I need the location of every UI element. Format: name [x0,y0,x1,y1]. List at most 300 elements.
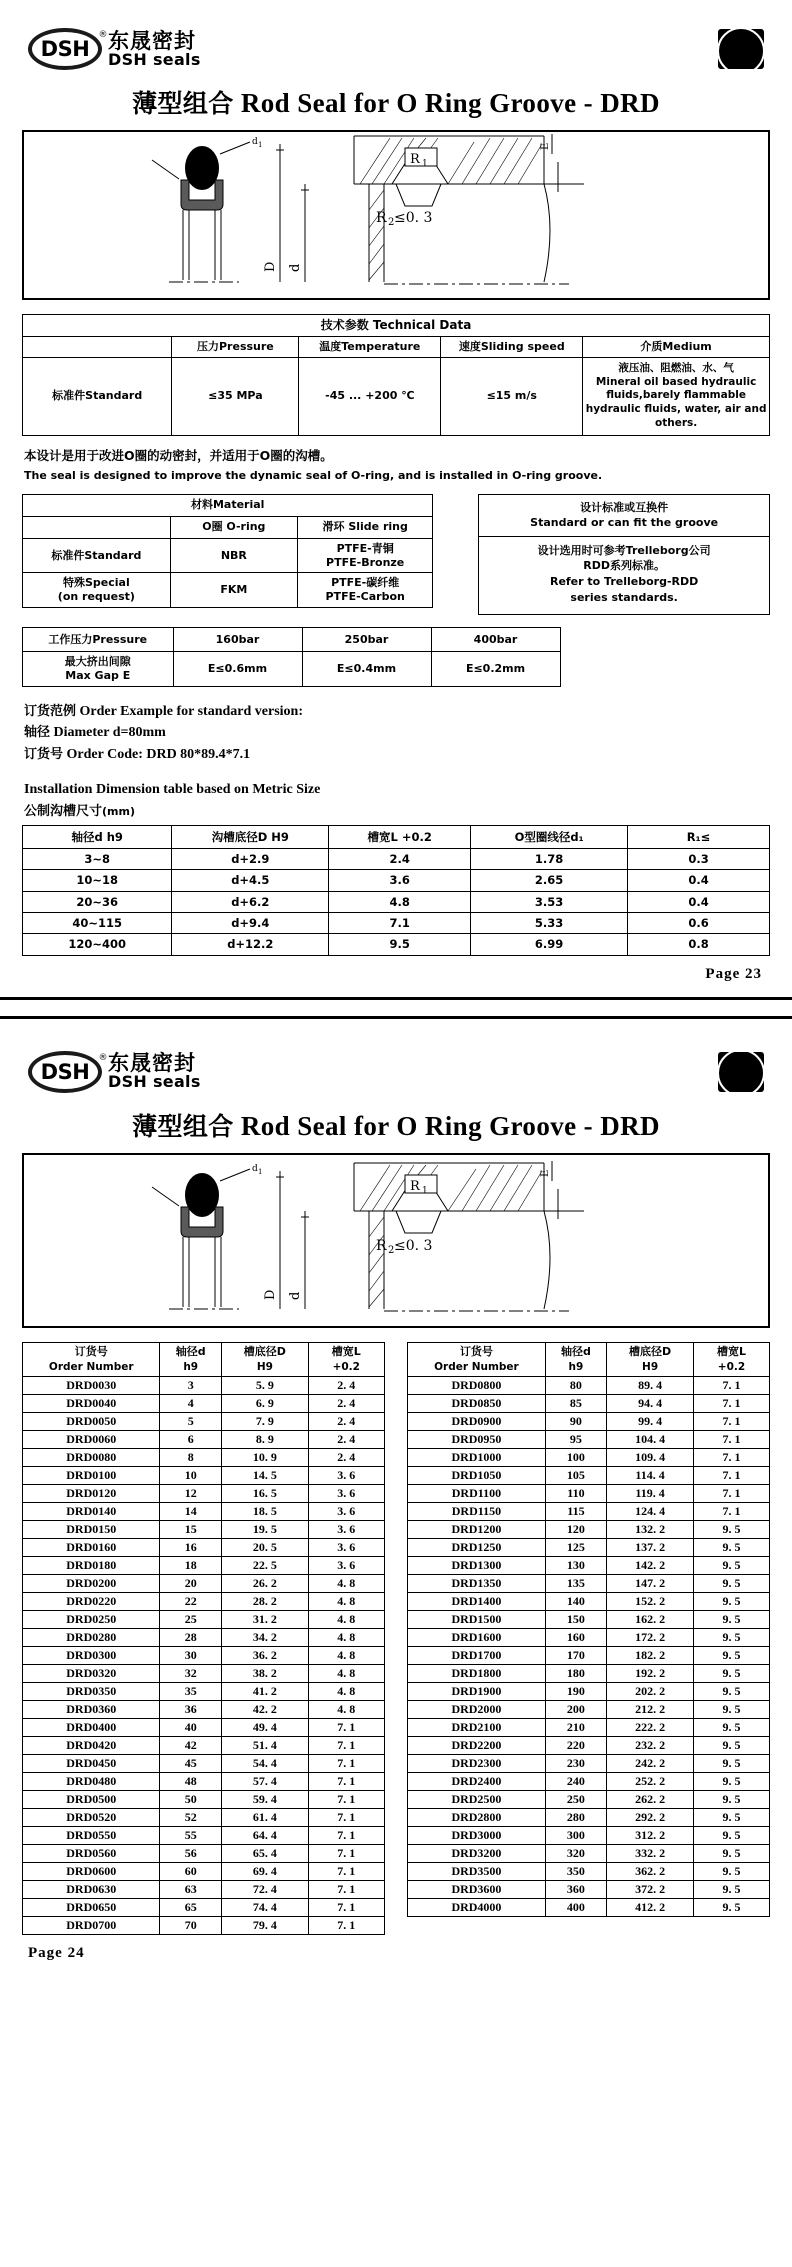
order-cell-3: 7. 1 [693,1430,769,1448]
order-cell-3: 2. 4 [308,1412,384,1430]
dim-cell-2: 2.4 [329,848,471,869]
order-cell-0: DRD0550 [23,1826,160,1844]
order-cell-1: 360 [545,1880,607,1898]
pressure-gap-table-wrap [22,627,561,687]
svg-text:1: 1 [258,141,263,149]
order-cell-3: 9. 5 [693,1538,769,1556]
order-cell-2: 28. 2 [221,1592,308,1610]
table-row [408,1700,770,1718]
order-cell-3: 3. 6 [308,1520,384,1538]
page-title-en-2: Rod Seal for O Ring Groove - DRD [240,1110,660,1141]
table-row [408,1646,770,1664]
pressure-row-label: 工作压力Pressure [23,628,174,652]
tech-header-temperature: 温度Temperature [299,337,441,358]
order-cell-1: 14 [160,1502,222,1520]
table-row [408,1772,770,1790]
order-cell-3: 2. 4 [308,1376,384,1394]
table-row [23,1556,385,1574]
table-row [23,1430,385,1448]
order-cell-0: DRD0200 [23,1574,160,1592]
order-cell-1: 180 [545,1664,607,1682]
table-row [23,1844,385,1862]
order-cell-3: 7. 1 [308,1844,384,1862]
table-row [408,1394,770,1412]
order-header-number-cn-r: 订货号 [459,1344,493,1358]
order-cell-1: 140 [545,1592,607,1610]
table-row [23,912,770,933]
dim-cell-4: 0.6 [628,912,770,933]
slide-special-en: PTFE-Carbon [325,590,405,603]
dsh-logo [28,28,201,70]
pressure-value-160: 160bar [173,628,302,652]
standard-body-cn-2: RDD系列标准。 [583,559,665,573]
order-cell-1: 35 [160,1682,222,1700]
order-cell-1: 190 [545,1682,607,1700]
dim-cell-1: d+6.2 [172,891,329,912]
order-cell-1: 120 [545,1520,607,1538]
dim-cell-3: 6.99 [471,934,628,955]
table-row [23,357,770,435]
order-header-L-right [693,1342,769,1376]
order-cell-1: 50 [160,1790,222,1808]
order-cell-0: DRD1500 [408,1610,545,1628]
order-cell-3: 7. 1 [308,1808,384,1826]
order-diameter-label-cn: 轴径 [24,725,51,741]
logo-oval-icon [28,28,107,70]
order-cell-2: 132. 2 [607,1520,694,1538]
order-table-left-body [23,1376,385,1934]
order-cell-3: 7. 1 [308,1862,384,1880]
order-cell-2: 89. 4 [607,1376,694,1394]
order-cell-0: DRD0800 [408,1376,545,1394]
order-cell-3: 3. 6 [308,1466,384,1484]
material-oring-special: FKM [170,573,297,608]
order-cell-2: 124. 4 [607,1502,694,1520]
dim-header-groove-dia: 沟槽底径D H9 [172,825,329,848]
order-cell-2: 49. 4 [221,1718,308,1736]
table-row [408,1502,770,1520]
order-cell-0: DRD0060 [23,1430,160,1448]
seal-cross-section-diagram-2 [24,1155,768,1326]
svg-text:R: R [410,152,420,167]
order-cell-0: DRD3000 [408,1826,545,1844]
order-cell-1: 22 [160,1592,222,1610]
order-cell-0: DRD3600 [408,1880,545,1898]
table-row [23,1610,385,1628]
order-cell-1: 125 [545,1538,607,1556]
order-cell-2: 59. 4 [221,1790,308,1808]
technical-drawing-1 [22,130,770,300]
order-cell-3: 9. 5 [693,1664,769,1682]
page-title-2 [22,1103,770,1153]
table-row [23,652,561,687]
order-cell-3: 9. 5 [693,1520,769,1538]
dim-header-groove-width: 槽宽L +0.2 [329,825,471,848]
material-header-slidering: 滑环 Slide ring [297,516,432,538]
order-cell-3: 7. 1 [693,1502,769,1520]
order-cell-3: 4. 8 [308,1610,384,1628]
svg-text:E: E [540,1169,551,1177]
order-header-d-right [545,1342,607,1376]
order-cell-0: DRD0900 [408,1412,545,1430]
order-cell-3: 9. 5 [693,1556,769,1574]
dim-header-oring-dia: O型圈线径d₁ [471,825,628,848]
standard-box-wrap [478,494,770,616]
svg-text:D: D [263,1289,278,1300]
svg-text:2: 2 [388,217,395,228]
dim-cell-2: 4.8 [329,891,471,912]
order-cell-3: 2. 4 [308,1430,384,1448]
order-cell-3: 4. 8 [308,1628,384,1646]
table-row [408,1682,770,1700]
order-cell-0: DRD0400 [23,1718,160,1736]
order-header-L-en-r: +0.2 [717,1360,746,1373]
dim-cell-1: d+9.4 [172,912,329,933]
order-cell-0: DRD1200 [408,1520,545,1538]
table-row [23,1412,385,1430]
table-row [23,1448,385,1466]
table-row [23,1664,385,1682]
order-cell-3: 7. 1 [308,1718,384,1736]
table-row [23,337,770,358]
order-cell-0: DRD0480 [23,1772,160,1790]
installation-dimension-table [22,825,770,956]
order-example-line-2 [24,722,770,744]
table-row [408,1592,770,1610]
order-cell-1: 8 [160,1448,222,1466]
table-row [23,1862,385,1880]
order-cell-1: 5 [160,1412,222,1430]
dim-cell-3: 5.33 [471,912,628,933]
order-cell-2: 16. 5 [221,1484,308,1502]
order-cell-0: DRD1600 [408,1628,545,1646]
order-cell-1: 110 [545,1484,607,1502]
order-cell-0: DRD1150 [408,1502,545,1520]
table-row [23,315,770,337]
table-row [408,1790,770,1808]
order-cell-0: DRD3500 [408,1862,545,1880]
order-cell-0: DRD1050 [408,1466,545,1484]
table-row [408,1664,770,1682]
svg-text:2: 2 [388,1244,395,1256]
order-cell-2: 262. 2 [607,1790,694,1808]
dim-cell-4: 0.4 [628,891,770,912]
tech-value-temperature: -45 ... +200 ℃ [299,357,441,435]
svg-text:≤0. 3: ≤0. 3 [394,210,433,226]
slide-standard-cn: PTFE-青铜 [336,541,394,555]
page-title-cn: 薄型组合 [132,89,234,118]
order-cell-0: DRD1300 [408,1556,545,1574]
order-cell-2: 42. 2 [221,1700,308,1718]
order-cell-0: DRD0040 [23,1394,160,1412]
order-cell-3: 9. 5 [693,1808,769,1826]
order-cell-0: DRD2000 [408,1700,545,1718]
order-cell-1: 30 [160,1646,222,1664]
medium-cn: 液压油、阻燃油、水、气 [618,362,734,375]
standard-body-cn-1: 设计选用时可参考Trelleborg公司 [537,543,711,557]
order-cell-1: 45 [160,1754,222,1772]
order-cell-0: DRD1000 [408,1448,545,1466]
table-row [408,1718,770,1736]
table-row [23,1342,385,1376]
order-cell-0: DRD0100 [23,1466,160,1484]
install-heading-unit: (mm) [102,804,135,818]
order-cell-0: DRD0140 [23,1502,160,1520]
order-cell-2: 34. 2 [221,1628,308,1646]
standard-head-cn: 设计标准或互换件 [580,500,669,514]
order-cell-3: 9. 5 [693,1844,769,1862]
install-dimension-heading-en: Installation Dimension table based on Metric Size [24,781,321,797]
technical-data-table [22,314,770,436]
order-cell-1: 250 [545,1790,607,1808]
order-header-D-cn-l: 槽底径D [243,1344,286,1358]
order-table-left [22,1342,385,1935]
order-cell-0: DRD0420 [23,1736,160,1754]
order-cell-0: DRD1700 [408,1646,545,1664]
order-cell-3: 2. 4 [308,1448,384,1466]
order-cell-1: 70 [160,1916,222,1934]
table-row [23,516,433,538]
table-row [408,1628,770,1646]
table-row [23,1700,385,1718]
order-cell-3: 4. 8 [308,1574,384,1592]
order-cell-3: 9. 5 [693,1718,769,1736]
max-gap-label-en: Max Gap E [65,669,131,683]
max-gap-value-2: E≤0.4mm [302,652,431,687]
table-row [408,1484,770,1502]
table-row [408,1808,770,1826]
order-cell-2: 54. 4 [221,1754,308,1772]
standard-box-body [479,537,769,615]
page-2-header [22,1041,770,1103]
order-cell-0: DRD2800 [408,1808,545,1826]
tech-value-pressure: ≤35 MPa [172,357,299,435]
order-example-label-en: Order Example for standard version: [79,703,303,719]
table-row [408,1736,770,1754]
logo-name-en-2: DSH seals [108,1072,201,1092]
max-gap-value-3: E≤0.2mm [431,652,560,687]
order-cell-0: DRD0650 [23,1898,160,1916]
order-cell-0: DRD1900 [408,1682,545,1700]
order-cell-3: 4. 8 [308,1682,384,1700]
standard-reference-box [478,494,770,616]
dim-cell-4: 0.3 [628,848,770,869]
svg-text:d: d [288,263,303,272]
order-cell-3: 7. 1 [308,1772,384,1790]
order-cell-3: 9. 5 [693,1682,769,1700]
order-cell-0: DRD0050 [23,1412,160,1430]
order-cell-3: 7. 1 [308,1916,384,1934]
order-cell-0: DRD0630 [23,1880,160,1898]
table-row [23,1826,385,1844]
order-cell-2: 362. 2 [607,1862,694,1880]
order-cell-3: 3. 6 [308,1538,384,1556]
dim-cell-2: 9.5 [329,934,471,955]
order-header-D-cn-r: 槽底径D [629,1344,672,1358]
svg-text:1: 1 [258,1167,263,1176]
svg-text:d: d [252,137,258,147]
order-cell-2: 109. 4 [607,1448,694,1466]
logo-wordmark-2 [108,1052,201,1091]
order-cell-1: 60 [160,1862,222,1880]
order-cell-3: 7. 1 [308,1826,384,1844]
order-cell-0: DRD2500 [408,1790,545,1808]
page-title [22,80,770,130]
table-row [408,1574,770,1592]
order-number-tables [22,1342,770,1962]
order-example-line-1 [24,701,770,723]
material-row-label-special [23,573,171,608]
order-cell-2: 162. 2 [607,1610,694,1628]
order-cell-2: 222. 2 [607,1718,694,1736]
order-cell-2: 114. 4 [607,1466,694,1484]
logo-name-en: DSH seals [108,49,201,69]
dim-cell-1: d+12.2 [172,934,329,955]
order-header-d-left [160,1342,222,1376]
order-diameter-value: Diameter d=80mm [53,725,166,741]
svg-text:E: E [540,142,551,150]
order-cell-1: 65 [160,1898,222,1916]
table-row [23,934,770,955]
order-table-right-wrap [407,1342,770,1962]
order-cell-2: 99. 4 [607,1412,694,1430]
table-row [23,1808,385,1826]
dim-cell-0: 40~115 [23,912,172,933]
order-cell-0: DRD0600 [23,1862,160,1880]
order-cell-3: 7. 1 [308,1898,384,1916]
material-table [22,494,433,608]
order-cell-0: DRD0500 [23,1790,160,1808]
order-cell-0: DRD1350 [408,1574,545,1592]
order-cell-0: DRD2300 [408,1754,545,1772]
svg-text:≤0. 3: ≤0. 3 [394,1237,433,1254]
order-cell-1: 55 [160,1826,222,1844]
medium-en: Mineral oil based hydraulic fluids,barely flammable hydraulic fluids, water, air and others. [585,375,767,429]
order-cell-3: 9. 5 [693,1592,769,1610]
installation-dimension-body [23,848,770,955]
material-slide-special [297,573,432,608]
order-cell-1: 40 [160,1718,222,1736]
order-cell-2: 36. 2 [221,1646,308,1664]
table-row [408,1412,770,1430]
order-cell-2: 57. 4 [221,1772,308,1790]
page-1-header [22,18,770,80]
order-cell-1: 16 [160,1538,222,1556]
logo-mark-text: DSH [40,37,90,61]
table-row [23,1718,385,1736]
order-cell-1: 80 [545,1376,607,1394]
table-row [408,1556,770,1574]
order-cell-2: 72. 4 [221,1880,308,1898]
dim-cell-4: 0.8 [628,934,770,955]
order-cell-1: 36 [160,1700,222,1718]
special-label-en: (on request) [57,590,135,603]
order-cell-3: 9. 5 [693,1754,769,1772]
pressure-value-250: 250bar [302,628,431,652]
order-header-L-cn-l: 槽宽L [331,1344,361,1358]
svg-text:R: R [376,210,387,226]
dim-cell-2: 7.1 [329,912,471,933]
tech-header-medium: 介质Medium [583,337,770,358]
corner-seal-icon-2 [718,1052,764,1092]
page-title-en: Rod Seal for O Ring Groove - DRD [240,88,660,118]
order-cell-3: 9. 5 [693,1646,769,1664]
order-cell-0: DRD0700 [23,1916,160,1934]
order-cell-1: 3 [160,1376,222,1394]
order-cell-0: DRD0950 [408,1430,545,1448]
table-row [23,1772,385,1790]
slide-special-cn: PTFE-碳纤维 [331,576,400,590]
table-row [408,1448,770,1466]
order-cell-2: 5. 9 [221,1376,308,1394]
max-gap-label-cn: 最大挤出间隙 [64,655,131,669]
order-cell-3: 7. 1 [308,1736,384,1754]
table-row [408,1880,770,1898]
order-cell-0: DRD2100 [408,1718,545,1736]
tech-table-title: 技术参数 Technical Data [23,315,770,337]
order-cell-1: 200 [545,1700,607,1718]
order-cell-2: 41. 2 [221,1682,308,1700]
tech-row-label: 标准件Standard [23,357,172,435]
order-cell-1: 210 [545,1718,607,1736]
order-cell-1: 6 [160,1430,222,1448]
order-cell-2: 332. 2 [607,1844,694,1862]
order-cell-1: 100 [545,1448,607,1466]
order-cell-2: 79. 4 [221,1916,308,1934]
max-gap-value-1: E≤0.6mm [173,652,302,687]
order-cell-0: DRD0220 [23,1592,160,1610]
dim-cell-0: 10~18 [23,870,172,891]
order-cell-0: DRD0300 [23,1646,160,1664]
order-cell-2: 26. 2 [221,1574,308,1592]
page-1 [0,0,792,993]
order-cell-2: 312. 2 [607,1826,694,1844]
standard-body-en-2: series standards. [570,591,678,605]
table-row [23,1520,385,1538]
order-cell-3: 4. 8 [308,1592,384,1610]
order-cell-3: 7. 1 [308,1754,384,1772]
table-row [23,1682,385,1700]
order-header-d-cn-r: 轴径d [560,1344,591,1358]
order-cell-1: 350 [545,1862,607,1880]
page-number-1: Page 23 [705,965,762,982]
order-cell-1: 48 [160,1772,222,1790]
order-header-D-en-r: H9 [642,1360,659,1373]
order-cell-2: 94. 4 [607,1394,694,1412]
order-cell-2: 10. 9 [221,1448,308,1466]
order-cell-2: 74. 4 [221,1898,308,1916]
design-note-en: The seal is designed to improve the dynamic seal of O-ring, and is installed in O-ring groove. [24,468,603,482]
order-cell-3: 9. 5 [693,1610,769,1628]
order-cell-1: 130 [545,1556,607,1574]
logo-name-cn: 东晟密封 [108,28,196,53]
order-cell-3: 4. 8 [308,1700,384,1718]
order-cell-2: 212. 2 [607,1700,694,1718]
table-row [408,1376,770,1394]
page-2 [0,1023,792,1972]
material-oring-standard: NBR [170,538,297,573]
dim-cell-0: 3~8 [23,848,172,869]
order-cell-0: DRD0080 [23,1448,160,1466]
order-cell-2: 119. 4 [607,1484,694,1502]
table-row [408,1862,770,1880]
order-cell-1: 85 [545,1394,607,1412]
order-cell-1: 90 [545,1412,607,1430]
order-header-d-en-r: h9 [568,1360,584,1373]
order-cell-0: DRD0180 [23,1556,160,1574]
order-cell-3: 7. 1 [308,1790,384,1808]
table-row [23,1880,385,1898]
